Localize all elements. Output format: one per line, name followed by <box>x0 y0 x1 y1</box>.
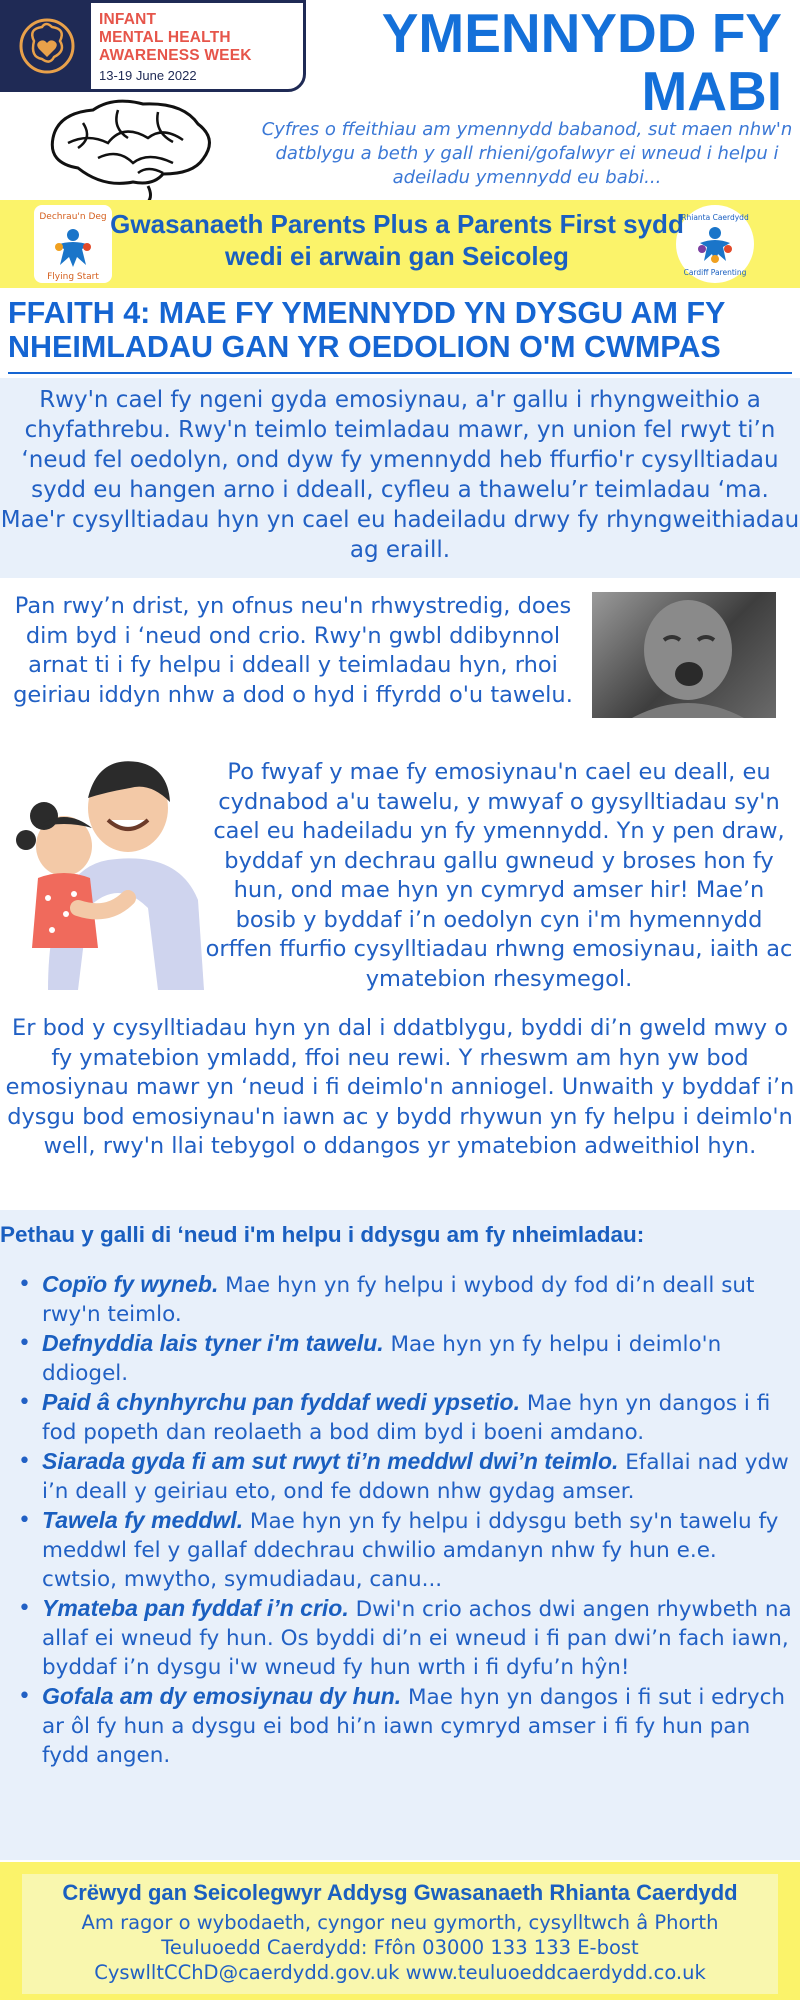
flying-start-logo-top-text: Dechrau'n Deg <box>39 212 107 222</box>
tip-text: Efallai nad ydw i’n deall y geiriau eto, ond fe ddown nhw gydag amser. <box>42 1450 789 1504</box>
tip-text: Mae hyn yn dangos i fi sut i edrych ar ôl fy hun a dysgu ei bod hi’n iawn cymryd amser i fi fy hun pan fydd angen. <box>42 1685 786 1768</box>
crying-paragraph: Pan rwy’n drist, yn ofnus neu'n rhwystredig, does dim byd i ‘neud ond crio. Rwy'n gwbl ddibynnol arnat ti i fy helpu i ddeall y teimladau hyn, rhoi geiriau iddyn nhw a dod o hyd i ffyrdd o'u tawelu. <box>13 593 573 708</box>
flying-start-logo <box>34 205 112 283</box>
page-subtitle: Cyfres o ffeithiau am ymennydd babanod, sut maen nhw'n datblygu a beth y gall rhieni/gofalwyr ei wneud i helpu i adeiladu ymennydd eu babi... <box>261 119 793 188</box>
responses-paragraph: Er bod y cysylltiadau hyn yn dal i ddatblygu, byddi di’n gweld mwy o fy ymatebion ymladd, ffoi neu rewi. Y rheswm am hyn yw bod emosiynau mawr yn ‘neud i fi deimlo'n anniogel. Unwaith y byddaf i’n dysgu bod emosiynau'n iawn ac y bydd rhywun yn fy helpu i deimlo'n well, rwy'n llai tebygol o ddangos yr ymatebion adweithiol hyn. <box>5 1015 795 1159</box>
tip-text: Dwi'n crio achos dwi angen rhywbeth na allaf ei wneud fy hun. Os byddi di’n ei wneud i fi pan dwi’n fach iawn, byddaf i’n dysgu i'w wneud fy hun wrth i fi dyfu’n hŷn! <box>42 1597 792 1680</box>
divider <box>8 372 792 374</box>
badge-line-3: AWARENESS WEEK <box>99 47 252 64</box>
tip-item <box>42 1506 794 1594</box>
banner-text: Gwasanaeth Parents Plus a Parents First sydd wedi ei arwain gan Seicoleg <box>110 209 684 271</box>
tip-item <box>42 1329 794 1388</box>
page-title: YMENNYDD FY MABI <box>381 2 782 122</box>
tip-title: Siarada gyda fi am sut rwyt ti’n meddwl dwi’n teimlo. <box>42 1448 619 1474</box>
fact-heading: FFAITH 4: MAE FY YMENNYDD YN DYSGU AM FY NHEIMLADAU GAN YR OEDOLION O'M CWMPAS <box>8 296 725 364</box>
tip-item <box>42 1447 794 1506</box>
badge-date: 13-19 June 2022 <box>99 68 197 83</box>
flying-start-logo-bottom-text: Flying Start <box>47 272 99 282</box>
tip-title: Gofala am dy emosiynau dy hun. <box>42 1683 402 1709</box>
footer-contact-links[interactable]: CyswlltCChD@caerdydd.gov.uk www.teuluoeddcaerdydd.co.uk <box>94 1961 706 1984</box>
tip-item <box>42 1594 794 1682</box>
tip-title: Tawela fy meddwl. <box>42 1507 244 1533</box>
brain-icon <box>38 98 233 203</box>
awareness-week-badge <box>0 0 306 92</box>
badge-line-1: INFANT <box>99 11 157 28</box>
cardiff-parenting-logo-bottom-text: Cardiff Parenting <box>683 268 747 277</box>
badge-line-2: MENTAL HEALTH <box>99 29 231 46</box>
parent-child-illustration <box>8 758 204 990</box>
tip-item <box>42 1270 794 1329</box>
brain-heart-logo-icon <box>3 3 91 89</box>
tip-title: Defnyddia lais tyner i'm tawelu. <box>42 1330 384 1356</box>
tip-title: Paid â chynhyrchu pan fyddaf wedi ypsetio. <box>42 1389 520 1415</box>
footer-contact <box>22 1910 778 1985</box>
tips-heading: Pethau y galli di ‘neud i'm helpu i ddysgu am fy nheimladau: <box>0 1222 645 1247</box>
emotions-paragraph: Po fwyaf y mae fy emosiynau'n cael eu deall, eu cydnabod a'u tawelu, y mwyaf o gysylltiadau sy'n cael eu hadeiladu yn fy ymennydd. Yn y pen draw, byddaf yn dechrau gallu gwneud y broses hon fy hun, ond mae hyn yn cymryd amser hir! Mae’n bosib y byddaf i’n oedolyn cyn i'm hymennydd orffen ffurfio cysylltiadau rhwng emosiynau, iaith ac ymatebion rhesymegol. <box>205 759 793 992</box>
tip-item <box>42 1388 794 1447</box>
cardiff-parenting-logo <box>676 205 754 283</box>
tip-title: Ymateba pan fyddaf i’n crio. <box>42 1595 349 1621</box>
cardiff-parenting-logo-top-text: Rhianta Caerdydd <box>681 213 749 222</box>
tips-list <box>14 1270 794 1770</box>
footer-heading: Crëwyd gan Seicolegwyr Addysg Gwasanaeth Rhianta Caerdydd <box>62 1880 738 1905</box>
intro-paragraph: Rwy'n cael fy ngeni gyda emosiynau, a'r gallu i rhyngweithio a chyfathrebu. Rwy'n teimlo teimladau mawr, yn union fel rwyt ti’n ‘neud fel oedolyn, ond dyw fy ymennydd heb ffurfio'r cysylltiadau sydd eu hangen arno i ddeall, cyfleu a thawelu’r teimladau ‘ma. Mae'r cysylltiadau hyn yn cael eu hadeiladu drwy fy rhyngweithiadau ag eraill. <box>0 387 800 563</box>
tip-item <box>42 1682 794 1770</box>
crying-baby-photo <box>592 592 776 718</box>
tip-text: Mae hyn yn dangos i fi fod popeth dan reolaeth a bod dim byd i boeni amdano. <box>42 1391 771 1445</box>
tip-text: Mae hyn yn fy helpu i wybod dy fod di’n deall sut rwy'n teimlo. <box>42 1273 755 1327</box>
tip-text: Mae hyn yn fy helpu i ddysgu beth sy'n tawelu fy meddwl fel y gallaf ddechrau chwilio amdanyn nhw fy hun e.e. cwtsio, mwytho, symudiadau, canu... <box>42 1509 779 1592</box>
footer-line: Teuluoedd Caerdydd: Ffôn 03000 133 133 E-bost <box>161 1936 639 1959</box>
tip-title: Copïo fy wyneb. <box>42 1271 219 1297</box>
footer-line: Am ragor o wybodaeth, cyngor neu gymorth, cysylltwch â Phorth <box>81 1911 719 1934</box>
tip-text: Mae hyn yn fy helpu i deimlo'n ddiogel. <box>42 1332 722 1386</box>
